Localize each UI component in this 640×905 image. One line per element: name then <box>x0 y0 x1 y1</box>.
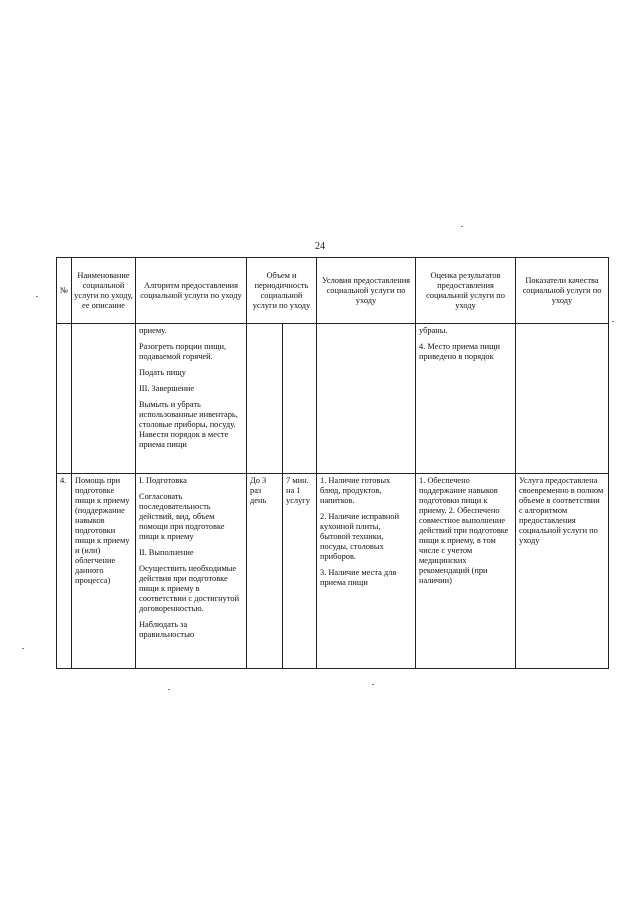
scan-speck <box>612 321 614 322</box>
cell-name: Помощь при подготовке пищи к приему (поддержание навыков подготовки пищи к приему и (или) облегчение данного процесса) <box>72 474 136 669</box>
algorithm-line: I. Подготовка <box>139 476 187 485</box>
cell-evaluation <box>416 324 516 474</box>
cell-algorithm <box>136 324 247 474</box>
cell-volume <box>247 324 283 474</box>
condition-line: 3. Наличие места для приема пищи <box>320 568 397 587</box>
evaluation-line: 4. Место приема пищи приведено в порядок <box>419 342 501 361</box>
header-num: № <box>57 258 72 324</box>
algorithm-line: Согласовать последовательность действий, вид, объем помощи при подготовке пищи к приему <box>139 492 225 541</box>
evaluation-line: убраны. <box>419 326 448 335</box>
cell-volume: До 3 раз день <box>247 474 283 669</box>
header-evaluation: Оценка результатов предоставления социальной услуги по уходу <box>416 258 516 324</box>
cell-conditions <box>317 324 416 474</box>
table-row-continuation <box>57 324 609 474</box>
cell-algorithm <box>136 474 247 669</box>
cell-periodicity <box>283 324 317 474</box>
condition-line: 2. Наличие исправной кухонной плиты, бытовой техники, посуды, столовых приборов. <box>320 512 400 561</box>
scan-speck <box>168 689 170 690</box>
scan-speck <box>372 684 374 685</box>
scan-speck <box>461 226 463 227</box>
algorithm-line: Вымыть и убрать использованные инвентарь, столовые приборы, посуду. Навести порядок в месте приема пищи <box>139 400 238 449</box>
header-volume: Объем и периодичность социальной услуги по уходу <box>247 258 317 324</box>
cell-indicators <box>516 324 609 474</box>
algorithm-line: III. Завершение <box>139 384 195 393</box>
header-indicators: Показатели качества социальной услуги по уходу <box>516 258 609 324</box>
cell-name <box>72 324 136 474</box>
cell-indicators: Услуга предоставлена своевременно в полном объеме в соответствии с алгоритмом предоставления социальной услуги по уходу <box>516 474 609 669</box>
services-table <box>56 257 609 669</box>
condition-line: 1. Наличие готовых блюд, продуктов, напитков. <box>320 476 391 505</box>
cell-num: 4. <box>57 474 72 669</box>
page-number: 24 <box>315 241 325 252</box>
header-algorithm: Алгоритм предоставления социальной услуги по уходу <box>136 258 247 324</box>
algorithm-line: приему. <box>139 326 167 335</box>
cell-num <box>57 324 72 474</box>
algorithm-line: II. Выполнение <box>139 548 194 557</box>
header-name: Наименование социальной услуги по уходу, ее описание <box>72 258 136 324</box>
cell-periodicity: 7 мин. на 1 услугу <box>283 474 317 669</box>
cell-evaluation: 1. Обеспечено поддержание навыков подготовки пищи к приему. 2. Обеспечено совместное выполнение действий при подготовке пищи к приему, в том числе с учетом медицинских рекомендаций (при наличии) <box>416 474 516 669</box>
header-conditions: Условия предоставления социальной услуги по уходу <box>317 258 416 324</box>
algorithm-line: Наблюдать за правильностью <box>139 620 195 639</box>
cell-conditions <box>317 474 416 669</box>
algorithm-line: Подать пищу <box>139 368 186 377</box>
scan-speck <box>36 296 38 297</box>
table-header-row <box>57 258 609 324</box>
scan-speck <box>22 648 24 649</box>
table-row-4 <box>57 474 609 669</box>
algorithm-line: Осуществить необходимые действия при подготовке пищи к приему в соответствии с достигнутой договоренностью. <box>139 564 240 613</box>
algorithm-line: Разогреть порции пищи, подаваемой горячей. <box>139 342 227 361</box>
